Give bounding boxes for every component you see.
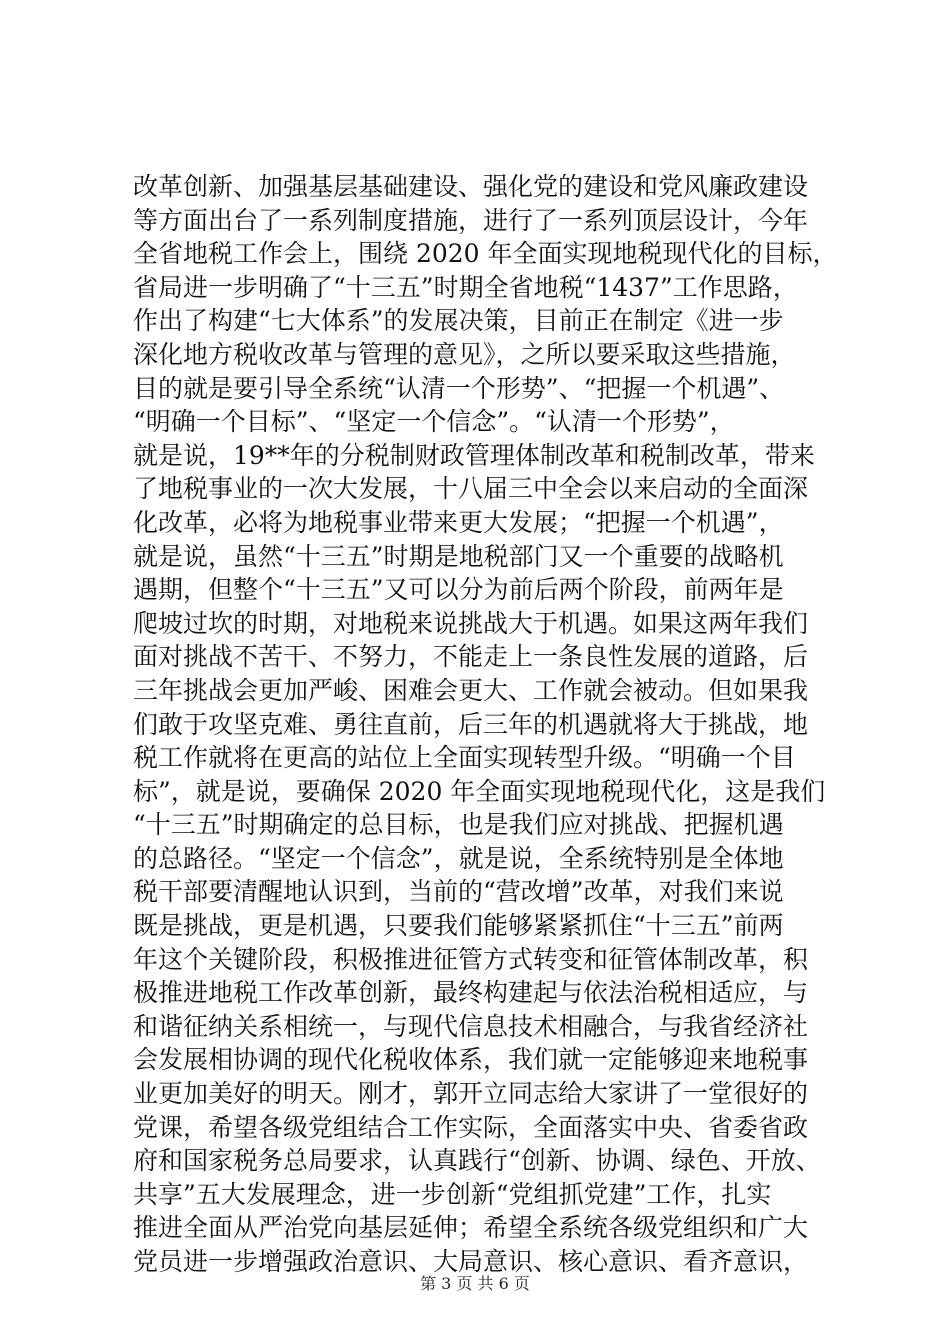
page-footer: [0, 1273, 950, 1295]
text-line: 税工作就将在更高的站位上全面实现转型升级。“明确一个目: [133, 743, 796, 773]
text-line: 和谐征纳关系相统一，与现代信息技术相融合，与我省经济社: [133, 1011, 809, 1041]
text-line: 全省地税工作会上，围绕 2020 年全面实现地税现代化的目标，: [133, 239, 838, 269]
text-line: 推进全面从严治党向基层延伸；希望全系统各级党组织和广大: [133, 1213, 809, 1243]
text-line: 遇期，但整个“十三五”又可以分为前后两个阶段，前两年是: [133, 575, 784, 605]
text-line: 的总路径。“坚定一个信念”，就是说，全系统特别是全体地: [133, 843, 784, 873]
text-line: 年这个关键阶段，积极推进征管方式转变和征管体制改革，积: [133, 944, 809, 974]
text-line: 深化地方税收改革与管理的意见》，之所以要采取这些措施，: [133, 339, 796, 369]
text-line: 府和国家税务总局要求，认真践行“创新、协调、绿色、开放、: [133, 1146, 821, 1176]
text-line: 三年挑战会更加严峻、困难会更大、工作就会被动。但如果我: [133, 675, 809, 705]
text-line: 税干部要清醒地认识到，当前的“营改增”改革，对我们来说: [133, 877, 784, 907]
text-line: 等方面出台了一系列制度措施，进行了一系列顶层设计，今年: [133, 205, 809, 235]
text-line: 了地税事业的一次大发展，十八届三中全会以来启动的全面深: [133, 474, 809, 504]
body-text: [133, 170, 838, 1279]
page-number: 第 3 页 共 6 页: [420, 1274, 530, 1293]
text-line: 就是说，19**年的分税制财政管理体制改革和税制改革，带来: [133, 440, 815, 470]
text-line: “十三五”时期确定的总目标，也是我们应对挑战、把握机遇: [133, 810, 784, 840]
text-line: 化改革，必将为地税事业带来更大发展；“把握一个机遇”，: [133, 507, 784, 537]
text-line: 们敢于攻坚克难、勇往直前，后三年的机遇就将大于挑战，地: [133, 709, 809, 739]
text-line: 省局进一步明确了“十三五”时期全省地税“1437”工作思路，: [133, 272, 798, 302]
text-line: 标”，就是说，要确保 2020 年全面实现地税现代化，这是我们: [133, 776, 826, 806]
text-line: 爬坡过坎的时期，对地税来说挑战大于机遇。如果这两年我们: [133, 608, 809, 638]
text-line: 会发展相协调的现代化税收体系，我们就一定能够迎来地税事: [133, 1045, 809, 1075]
text-line: 业更加美好的明天。刚才，郭开立同志给大家讲了一堂很好的: [133, 1079, 809, 1109]
text-line: 既是挑战，更是机遇，只要我们能够紧紧抓住“十三五”前两: [133, 911, 784, 941]
text-line: 极推进地税工作改革创新，最终构建起与依法治税相适应，与: [133, 978, 809, 1008]
text-line: 共享”五大发展理念，进一步创新“党组抓党建”工作，扎实: [133, 1179, 772, 1209]
text-line: 作出了构建“七大体系”的发展决策，目前正在制定《进一步: [133, 306, 784, 336]
text-line: 党课，希望各级党组结合工作实际，全面落实中央、省委省政: [133, 1112, 809, 1142]
text-line: 改革创新、加强基层基础建设、强化党的建设和党风廉政建设: [133, 172, 809, 201]
text-line: 就是说，虽然“十三五”时期是地税部门又一个重要的战略机: [133, 541, 784, 571]
text-line: “明确一个目标”、“坚定一个信念”。“认清一个形势”，: [133, 407, 735, 437]
text-line: 目的就是要引导全系统“认清一个形势”、“把握一个机遇”、: [133, 373, 785, 403]
text-line: 党员进一步增强政治意识、大局意识、核心意识、看齐意识，: [133, 1247, 809, 1276]
text-line: 面对挑战不苦干、不努力，不能走上一条良性发展的道路，后: [133, 642, 809, 672]
